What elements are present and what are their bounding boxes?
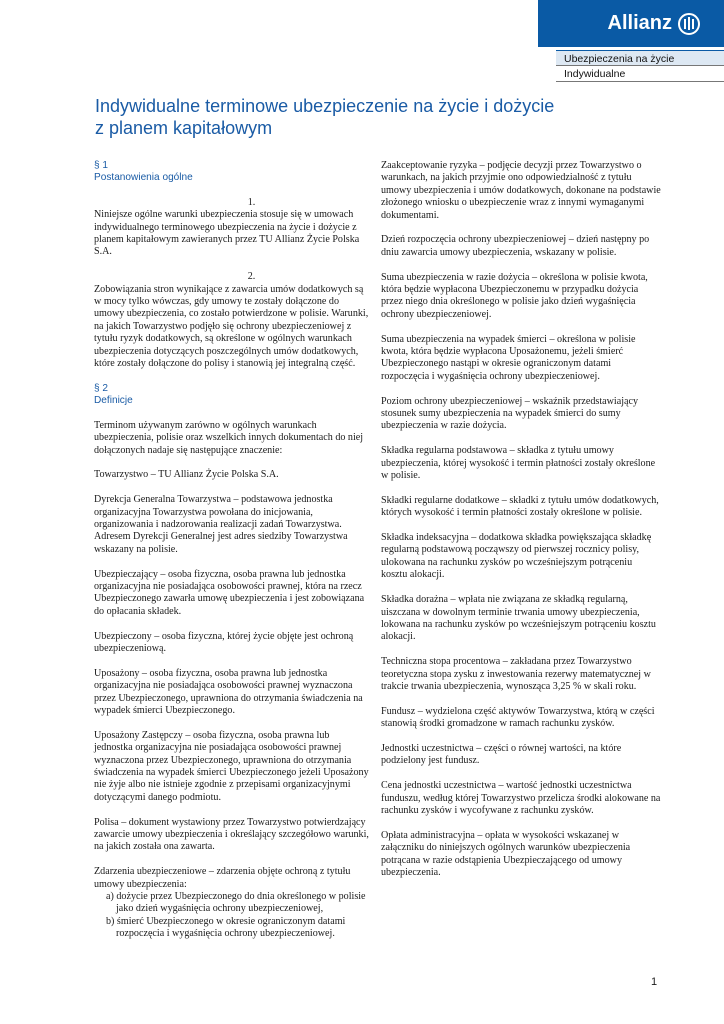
category-primary: Ubezpieczenia na życie	[556, 50, 724, 66]
definition-poziom-ochrony: Poziom ochrony ubezpieczeniowej – wskaźnik przedstawiający stosunek sumy ubezpieczenia na wypadek śmierci do sumy ubezpieczenia w razie dożycia.	[381, 395, 639, 432]
page-number: 1	[651, 976, 658, 988]
definition-skladka-dorazna: Składka dorażna – wpłata nie związana ze składką regularną, uiszczana w dowolnym terminie trwania umowy ubezpieczenia, lokowana na rachunku zysków po wcześniejszym potrąceniu kosztu alokacji.	[381, 594, 656, 643]
brand-header	[538, 0, 724, 47]
section-1-number: § 1	[94, 160, 109, 171]
definition-skladka-podstawowa: Składka regularna podstawowa – składka z tytułu umowy ubezpieczenia, której wysokość i termin płatności zostały określone w polisie.	[381, 445, 656, 482]
definition-zaakceptowanie-ryzyka: Zaakceptowanie ryzyka – podjęcie decyzji przez Towarzystwo o warunkach, na jakich przyjmie ono odpowiedzialność z tytułu umowy ubezpieczenia i umów dodatkowych, dokonane na podstawie złożonego wniosku o ubezpieczenie wraz z innymi wymaganymi dokumentami.	[381, 160, 661, 221]
brand-logo-text: Allianz	[607, 12, 672, 34]
definition-skladki-dodatkowe: Składki regularne dodatkowe – składki z tytułu umów dodatkowych, których wysokość i termin płatności zostały określone w polisie.	[381, 494, 659, 519]
definition-polisa: Polisa – dokument wystawiony przez Towarzystwo potwierdzający zawarcie umowy ubezpieczenia i określający szczegółowo warunki, na jakich została ona zawarta.	[94, 816, 369, 853]
definition-fundusz: Fundusz – wydzielona część aktywów Towarzystwa, którą w części stanowią środki gromadzone w ramach rachunku zysków.	[381, 705, 655, 730]
right-column	[381, 160, 661, 892]
definition-oplata-administracyjna: Opłata administracyjna – opłata w wysokości wskazanej w załączniku do niniejszych ogólnych warunków ubezpieczenia potrącana w razie odstąpienia Ubezpieczającego od umowy ubezpieczenia.	[381, 829, 631, 878]
definition-towarzystwo: Towarzystwo – TU Allianz Życie Polska S.A.	[94, 469, 279, 481]
title-line-2: z planem kapitałowym	[95, 118, 273, 138]
paragraph-2-number: 2.	[247, 271, 256, 283]
allianz-eagle-icon	[678, 13, 700, 35]
document-title	[95, 95, 575, 139]
left-column	[94, 160, 369, 953]
section-2-title: Definicje	[94, 395, 133, 407]
definition-skladka-indeksacyjna: Składka indeksacyjna – dodatkowa składka powiększająca składkę regularną podstawową począwszy od pierwszej rocznicy polisy, ulokowana na rachunku zysków po wcześniejszym potrąceniu kosztu alokacji.	[381, 532, 652, 581]
definition-stopa-procentowa: Techniczna stopa procentowa – zakładana przez Towarzystwo teoretyczna stopa zysku z inwestowania rezerwy matematycznej w trakcie trwania ubezpieczenia, wynosząca 3,25 % w skali roku.	[381, 656, 651, 692]
section-2-number: § 2	[94, 382, 109, 394]
title-line-1: Indywidualne terminowe ubezpieczenie na życie i dożycie	[95, 96, 555, 116]
list-item-b: b) śmierć Ubezpieczonego w okresie ograniczonym datami rozpoczęcia i wygaśnięcia ochrony ubezpieczeniowej.	[106, 915, 346, 940]
section-1-title: Postanowienia ogólne	[94, 172, 193, 184]
definition-uposazony: Uposażony – osoba fizyczna, osoba prawna lub jednostka organizacyjna nie posiadająca osobowości prawnej wyznaczona przez Ubezpieczonego, uprawniona do otrzymania świadczenia na wypadek śmierci Ubezpieczonego.	[94, 667, 363, 716]
definition-zdarzenia-lead: Zdarzenia ubezpieczeniowe – zdarzenia objęte ochroną z tytułu umowy ubezpieczenia:	[94, 866, 351, 890]
paragraph-2: Zobowiązania stron wynikające z zawarcia umów dodatkowych są w mocy tylko wówczas, gdy umowy te zostały dołączone do umowy ubezpieczenia, co zostało potwierdzone w polisie. Warunki, na jakich Towarzystwo podjęło się ochrony ubezpieczeniowej z tytułu ryzyk dodatkowych, są określone w ogólnych warunkach ubezpieczenia dotyczących poszczególnych umów dodatkowych, które zostały dołączone do polisy i stanowią jej integralną część.	[94, 283, 369, 370]
definition-jednostki: Jednostki uczestnictwa – części o równej wartości, na które podzielony jest fundusz.	[381, 742, 622, 767]
definition-suma-smierci: Suma ubezpieczenia na wypadek śmierci – określona w polisie kwota, która będzie wypłacona Uposażonemu, jeżeli śmierć Ubezpieczonego nastąpi w okresie ograniczonym datami rozpoczęcia i wygaśnięcia ochrony ubezpieczeniowej.	[381, 333, 636, 382]
definition-ubezpieczajacy: Ubezpieczający – osoba fizyczna, osoba prawna lub jednostka organizacyjna nie posiadająca osobowości prawnej, która na rzecz Ubezpieczonego zawarła umowę ubezpieczenia i jest zobowiązana do opłacania składek.	[94, 568, 365, 617]
definition-suma-dozycia: Suma ubezpieczenia w razie dożycia – określona w polisie kwota, która będzie wypłacona Ubezpieczonemu w przypadku dożycia przez niego dnia określonego w polisie jako dzień wygaśnięcia ochrony ubezpieczeniowej.	[381, 271, 648, 320]
definition-cena-jednostki: Cena jednostki uczestnictwa – wartość jednostki uczestnictwa funduszu, według której Towarzystwo przelicza środki alokowane na rachunku zysków i wycofywane z rachunku zysków.	[381, 780, 661, 816]
definition-ubezpieczony: Ubezpieczony – osoba fizyczna, której życie objęte jest ochroną ubezpieczeniową.	[94, 630, 354, 654]
definition-uposazony-zastepczy: Uposażony Zastępczy – osoba fizyczna, osoba prawna lub jednostka organizacyjna nie posiadająca osobowości prawnej wyznaczona przez Ubezpieczonego, uprawniona do otrzymania świadczenia na wypadek śmierci Ubezpieczonego jeżeli Uposażony nie żyje albo nie istnieje zgodnie z przepisami organizacyjnymi dotyczącymi danego podmiotu.	[94, 729, 369, 803]
definition-zdarzenia	[94, 866, 369, 940]
paragraph-1: Niniejsze ogólne warunki ubezpieczenia stosuje się w umowach indywidualnego terminowego ubezpieczenia na życie i dożycie z planem kapitałowym zawieranych przez TU Allianz Życie Polska S.A.	[94, 209, 360, 258]
definition-dyrekcja: Dyrekcja Generalna Towarzystwa – podstawowa jednostka organizacyjna Towarzystwa powołana do inicjowania, organizowania i nadzorowania realizacji zadań Towarzystwa. Adresem Dyrekcji Generalnej jest adres siedziby Towarzystwa wskazany na polisie.	[94, 494, 348, 555]
definition-dzien-rozpoczecia: Dzień rozpoczęcia ochrony ubezpieczeniowej – dzień następny po dniu zawarcia umowy ubezpieczenia, wskazany w polisie.	[381, 234, 650, 258]
definitions-intro: Terminom używanym zarówno w ogólnych warunkach ubezpieczenia, polisie oraz wszelkich innych dokumentach do niej dołączonych nadaje się następujące znaczenie:	[94, 419, 364, 456]
category-secondary: Indywidualne	[556, 67, 724, 82]
paragraph-1-number: 1.	[247, 196, 256, 208]
list-item-a: a) dożycie przez Ubezpieczonego do dnia określonego w polisie jako dzień wygaśnięcia ochrony ubezpieczeniowej,	[106, 891, 366, 915]
